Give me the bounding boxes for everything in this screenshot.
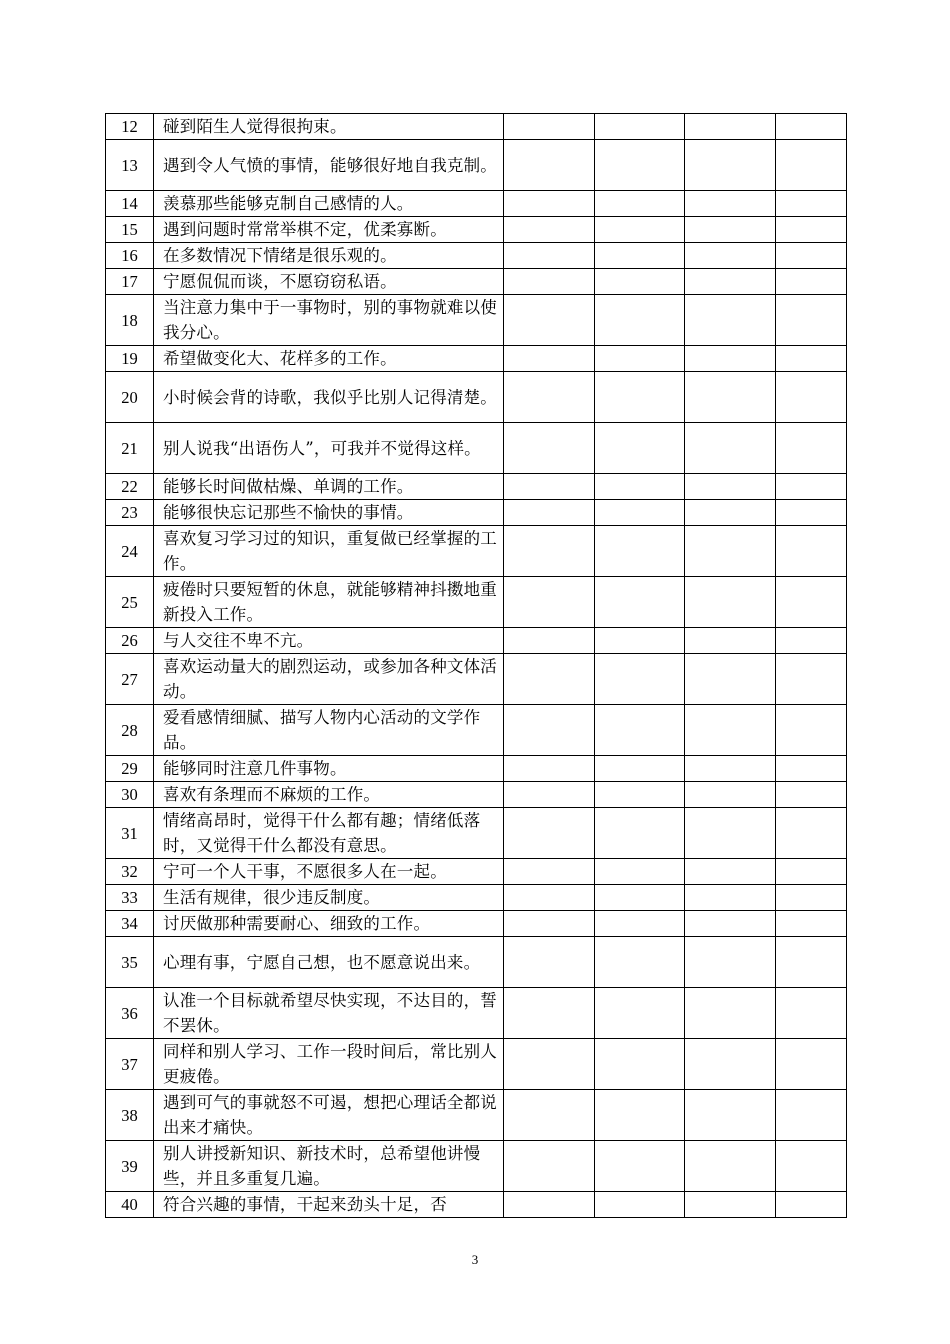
answer-cell-2[interactable] <box>595 988 685 1039</box>
table-row <box>106 191 847 217</box>
item-number: 12 <box>106 114 154 140</box>
item-text: 能够长时间做枯燥、单调的工作。 <box>154 474 504 500</box>
answer-cell-1[interactable] <box>504 911 595 937</box>
answer-cell-2[interactable] <box>595 654 685 705</box>
answer-cell-1[interactable] <box>504 937 595 988</box>
table-row <box>106 295 847 346</box>
answer-cell-1[interactable] <box>504 756 595 782</box>
item-text: 遇到令人气愤的事情，能够很好地自我克制。 <box>154 140 504 191</box>
answer-cell-4[interactable] <box>776 628 847 654</box>
answer-cell-4[interactable] <box>776 346 847 372</box>
answer-cell-3[interactable] <box>685 577 776 628</box>
table-row <box>106 140 847 191</box>
item-text: 认准一个目标就希望尽快实现，不达目的，誓不罢休。 <box>154 988 504 1039</box>
item-text: 能够很快忘记那些不愉快的事情。 <box>154 500 504 526</box>
answer-cell-4[interactable] <box>776 243 847 269</box>
answer-cell-1[interactable] <box>504 1192 595 1218</box>
table-row <box>106 911 847 937</box>
answer-cell-4[interactable] <box>776 269 847 295</box>
answer-cell-4[interactable] <box>776 140 847 191</box>
item-number: 21 <box>106 423 154 474</box>
answer-cell-4[interactable] <box>776 114 847 140</box>
answer-cell-3[interactable] <box>685 295 776 346</box>
item-text: 羡慕那些能够克制自己感情的人。 <box>154 191 504 217</box>
table-row <box>106 1090 847 1141</box>
item-text: 遇到问题时常常举棋不定，优柔寡断。 <box>154 217 504 243</box>
table-row <box>106 372 847 423</box>
answer-cell-1[interactable] <box>504 1090 595 1141</box>
table-row <box>106 346 847 372</box>
answer-cell-1[interactable] <box>504 269 595 295</box>
table-row <box>106 885 847 911</box>
answer-cell-1[interactable] <box>504 859 595 885</box>
answer-cell-2[interactable] <box>595 217 685 243</box>
table-row <box>106 628 847 654</box>
answer-cell-2[interactable] <box>595 140 685 191</box>
answer-cell-4[interactable] <box>776 526 847 577</box>
table-row <box>106 808 847 859</box>
answer-cell-2[interactable] <box>595 859 685 885</box>
answer-cell-1[interactable] <box>504 1039 595 1090</box>
answer-cell-2[interactable] <box>595 114 685 140</box>
answer-cell-4[interactable] <box>776 191 847 217</box>
answer-cell-4[interactable] <box>776 500 847 526</box>
table-row <box>106 988 847 1039</box>
table-row <box>106 1039 847 1090</box>
table-row <box>106 269 847 295</box>
item-text: 宁愿侃侃而谈，不愿窃窃私语。 <box>154 269 504 295</box>
answer-cell-3[interactable] <box>685 474 776 500</box>
item-number: 19 <box>106 346 154 372</box>
answer-cell-3[interactable] <box>685 1090 776 1141</box>
answer-cell-2[interactable] <box>595 1039 685 1090</box>
answer-cell-4[interactable] <box>776 217 847 243</box>
answer-cell-2[interactable] <box>595 756 685 782</box>
item-number: 30 <box>106 782 154 808</box>
item-number: 26 <box>106 628 154 654</box>
answer-cell-4[interactable] <box>776 937 847 988</box>
item-number: 37 <box>106 1039 154 1090</box>
item-number: 27 <box>106 654 154 705</box>
item-number: 40 <box>106 1192 154 1218</box>
answer-cell-4[interactable] <box>776 1192 847 1218</box>
answer-cell-1[interactable] <box>504 500 595 526</box>
item-number: 31 <box>106 808 154 859</box>
answer-cell-2[interactable] <box>595 911 685 937</box>
answer-cell-2[interactable] <box>595 295 685 346</box>
answer-cell-2[interactable] <box>595 243 685 269</box>
answer-cell-4[interactable] <box>776 372 847 423</box>
item-text: 与人交往不卑不亢。 <box>154 628 504 654</box>
answer-cell-3[interactable] <box>685 808 776 859</box>
answer-cell-4[interactable] <box>776 911 847 937</box>
answer-cell-4[interactable] <box>776 654 847 705</box>
answer-cell-3[interactable] <box>685 191 776 217</box>
answer-cell-3[interactable] <box>685 243 776 269</box>
answer-cell-1[interactable] <box>504 782 595 808</box>
answer-cell-2[interactable] <box>595 782 685 808</box>
answer-cell-3[interactable] <box>685 859 776 885</box>
table-row <box>106 243 847 269</box>
answer-cell-1[interactable] <box>504 191 595 217</box>
answer-cell-4[interactable] <box>776 474 847 500</box>
item-text: 疲倦时只要短暂的休息，就能够精神抖擞地重新投入工作。 <box>154 577 504 628</box>
answer-cell-2[interactable] <box>595 269 685 295</box>
answer-cell-3[interactable] <box>685 217 776 243</box>
item-text: 同样和别人学习、工作一段时间后，常比别人更疲倦。 <box>154 1039 504 1090</box>
answer-cell-3[interactable] <box>685 1039 776 1090</box>
answer-cell-1[interactable] <box>504 114 595 140</box>
item-number: 36 <box>106 988 154 1039</box>
answer-cell-3[interactable] <box>685 1141 776 1192</box>
answer-cell-2[interactable] <box>595 526 685 577</box>
table-row <box>106 756 847 782</box>
answer-cell-4[interactable] <box>776 705 847 756</box>
table-row <box>106 937 847 988</box>
answer-cell-3[interactable] <box>685 654 776 705</box>
answer-cell-1[interactable] <box>504 705 595 756</box>
answer-cell-3[interactable] <box>685 988 776 1039</box>
item-text: 小时候会背的诗歌，我似乎比别人记得清楚。 <box>154 372 504 423</box>
answer-cell-1[interactable] <box>504 526 595 577</box>
item-text: 别人说我“出语伤人”，可我并不觉得这样。 <box>154 423 504 474</box>
answer-cell-4[interactable] <box>776 885 847 911</box>
item-number: 33 <box>106 885 154 911</box>
item-number: 39 <box>106 1141 154 1192</box>
item-text: 情绪高昂时，觉得干什么都有趣；情绪低落时，又觉得干什么都没有意思。 <box>154 808 504 859</box>
table-row <box>106 577 847 628</box>
item-text: 能够同时注意几件事物。 <box>154 756 504 782</box>
answer-cell-1[interactable] <box>504 372 595 423</box>
answer-cell-1[interactable] <box>504 474 595 500</box>
page-number: 3 <box>471 1252 479 1267</box>
table-row <box>106 423 847 474</box>
item-number: 18 <box>106 295 154 346</box>
answer-cell-2[interactable] <box>595 705 685 756</box>
answer-cell-4[interactable] <box>776 295 847 346</box>
answer-cell-1[interactable] <box>504 654 595 705</box>
item-text: 喜欢运动量大的剧烈运动，或参加各种文体活动。 <box>154 654 504 705</box>
item-number: 32 <box>106 859 154 885</box>
answer-cell-3[interactable] <box>685 526 776 577</box>
answer-cell-2[interactable] <box>595 423 685 474</box>
item-number: 38 <box>106 1090 154 1141</box>
answer-cell-2[interactable] <box>595 191 685 217</box>
item-number: 13 <box>106 140 154 191</box>
answer-cell-1[interactable] <box>504 628 595 654</box>
answer-cell-4[interactable] <box>776 782 847 808</box>
answer-cell-4[interactable] <box>776 423 847 474</box>
item-text: 符合兴趣的事情，干起来劲头十足，否 <box>154 1192 504 1218</box>
answer-cell-2[interactable] <box>595 577 685 628</box>
answer-cell-2[interactable] <box>595 808 685 859</box>
answer-cell-2[interactable] <box>595 937 685 988</box>
answer-cell-3[interactable] <box>685 140 776 191</box>
item-number: 17 <box>106 269 154 295</box>
item-text: 希望做变化大、花样多的工作。 <box>154 346 504 372</box>
answer-cell-1[interactable] <box>504 988 595 1039</box>
item-number: 22 <box>106 474 154 500</box>
answer-cell-4[interactable] <box>776 1141 847 1192</box>
answer-cell-2[interactable] <box>595 628 685 654</box>
answer-cell-3[interactable] <box>685 628 776 654</box>
item-number: 16 <box>106 243 154 269</box>
table-row <box>106 782 847 808</box>
answer-cell-4[interactable] <box>776 1090 847 1141</box>
answer-cell-4[interactable] <box>776 1039 847 1090</box>
answer-cell-1[interactable] <box>504 140 595 191</box>
answer-cell-3[interactable] <box>685 1192 776 1218</box>
answer-cell-3[interactable] <box>685 114 776 140</box>
item-number: 28 <box>106 705 154 756</box>
answer-cell-2[interactable] <box>595 500 685 526</box>
answer-cell-4[interactable] <box>776 577 847 628</box>
answer-cell-2[interactable] <box>595 885 685 911</box>
item-text: 别人讲授新知识、新技术时，总希望他讲慢些，并且多重复几遍。 <box>154 1141 504 1192</box>
answer-cell-2[interactable] <box>595 346 685 372</box>
item-number: 34 <box>106 911 154 937</box>
item-text: 宁可一个人干事，不愿很多人在一起。 <box>154 859 504 885</box>
table-row <box>106 217 847 243</box>
answer-cell-4[interactable] <box>776 808 847 859</box>
answer-cell-2[interactable] <box>595 1090 685 1141</box>
item-text: 碰到陌生人觉得很拘束。 <box>154 114 504 140</box>
item-number: 35 <box>106 937 154 988</box>
answer-cell-3[interactable] <box>685 500 776 526</box>
item-text: 讨厌做那种需要耐心、细致的工作。 <box>154 911 504 937</box>
item-text: 爱看感情细腻、描写人物内心活动的文学作品。 <box>154 705 504 756</box>
table-row <box>106 500 847 526</box>
answer-cell-3[interactable] <box>685 423 776 474</box>
table-row <box>106 474 847 500</box>
answer-cell-1[interactable] <box>504 217 595 243</box>
answer-cell-3[interactable] <box>685 885 776 911</box>
table-row <box>106 654 847 705</box>
answer-cell-2[interactable] <box>595 1141 685 1192</box>
answer-cell-3[interactable] <box>685 937 776 988</box>
item-text: 心理有事，宁愿自己想，也不愿意说出来。 <box>154 937 504 988</box>
table-row <box>106 1192 847 1218</box>
table-row <box>106 526 847 577</box>
answer-cell-2[interactable] <box>595 474 685 500</box>
answer-cell-1[interactable] <box>504 243 595 269</box>
item-text: 生活有规律，很少违反制度。 <box>154 885 504 911</box>
answer-cell-1[interactable] <box>504 1141 595 1192</box>
item-text: 当注意力集中于一事物时，别的事物就难以使我分心。 <box>154 295 504 346</box>
questionnaire-body <box>106 114 847 1218</box>
answer-cell-4[interactable] <box>776 988 847 1039</box>
table-row <box>106 859 847 885</box>
answer-cell-1[interactable] <box>504 885 595 911</box>
answer-cell-3[interactable] <box>685 346 776 372</box>
answer-cell-3[interactable] <box>685 269 776 295</box>
answer-cell-4[interactable] <box>776 756 847 782</box>
answer-cell-1[interactable] <box>504 808 595 859</box>
answer-cell-3[interactable] <box>685 911 776 937</box>
item-number: 15 <box>106 217 154 243</box>
answer-cell-1[interactable] <box>504 423 595 474</box>
table-row <box>106 705 847 756</box>
item-number: 29 <box>106 756 154 782</box>
table-row <box>106 114 847 140</box>
item-text: 喜欢有条理而不麻烦的工作。 <box>154 782 504 808</box>
item-number: 20 <box>106 372 154 423</box>
item-text: 喜欢复习学习过的知识，重复做已经掌握的工作。 <box>154 526 504 577</box>
answer-cell-1[interactable] <box>504 295 595 346</box>
item-number: 14 <box>106 191 154 217</box>
item-number: 23 <box>106 500 154 526</box>
answer-cell-3[interactable] <box>685 705 776 756</box>
table-row <box>106 1141 847 1192</box>
item-number: 25 <box>106 577 154 628</box>
answer-cell-3[interactable] <box>685 756 776 782</box>
questionnaire-table <box>105 113 847 1218</box>
item-text: 在多数情况下情绪是很乐观的。 <box>154 243 504 269</box>
answer-cell-3[interactable] <box>685 372 776 423</box>
answer-cell-2[interactable] <box>595 1192 685 1218</box>
answer-cell-2[interactable] <box>595 372 685 423</box>
item-text: 遇到可气的事就怒不可遏，想把心理话全都说出来才痛快。 <box>154 1090 504 1141</box>
answer-cell-3[interactable] <box>685 782 776 808</box>
answer-cell-1[interactable] <box>504 346 595 372</box>
answer-cell-4[interactable] <box>776 859 847 885</box>
item-number: 24 <box>106 526 154 577</box>
answer-cell-1[interactable] <box>504 577 595 628</box>
